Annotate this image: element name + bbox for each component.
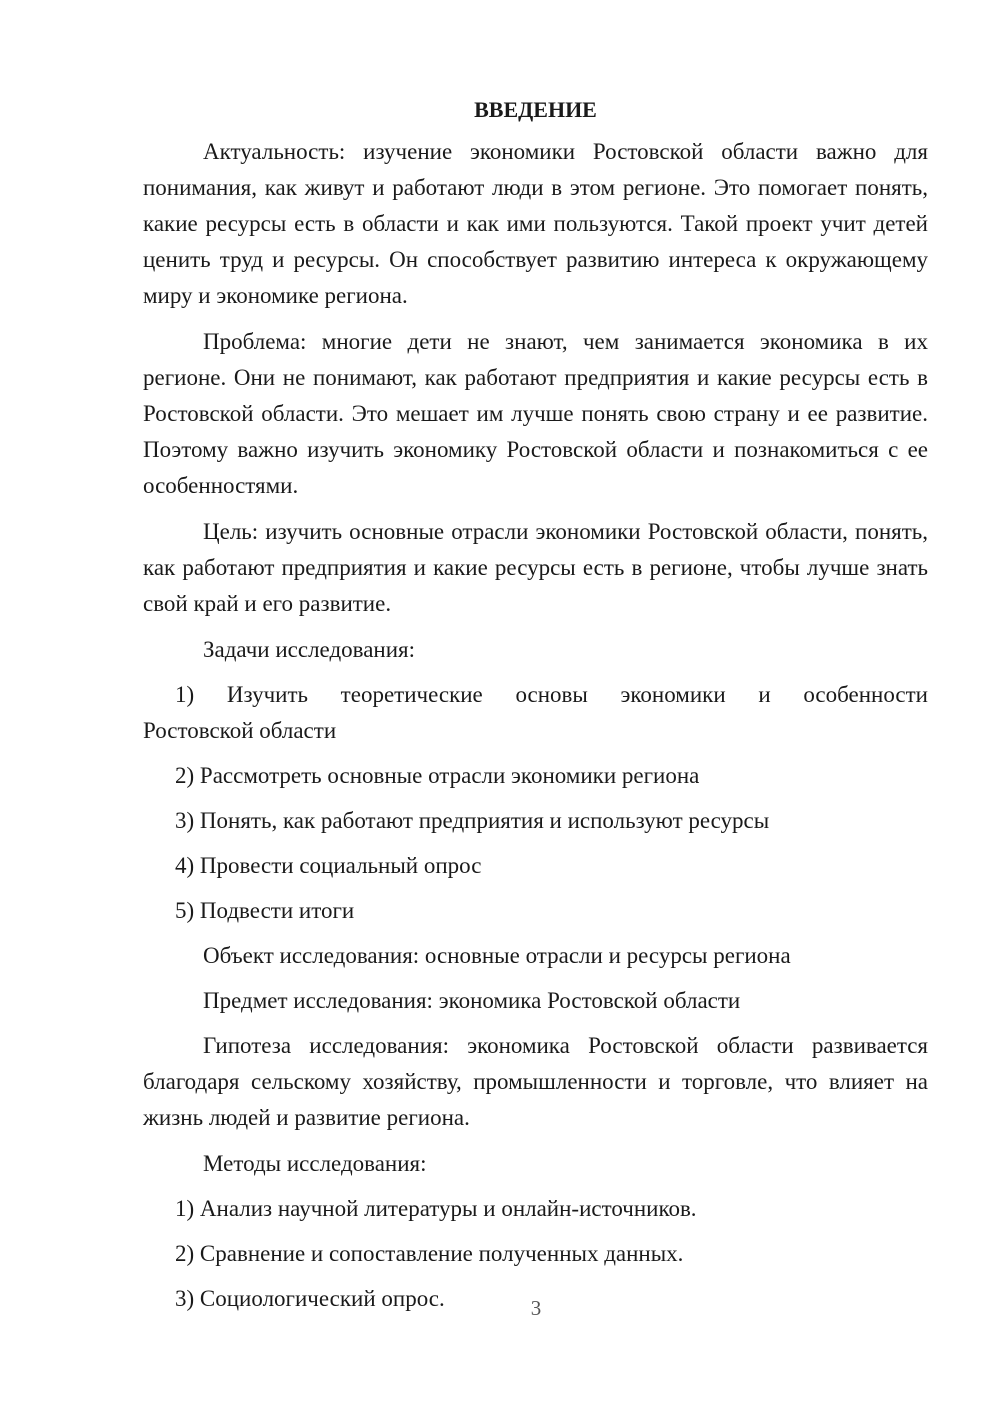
task-item bbox=[143, 677, 928, 749]
hypothesis-paragraph: Гипотеза исследования: экономика Ростовской области развивается благодаря сельскому хозяйству, промышленности и торговле, что влияет на жизнь людей и развитие региона. bbox=[143, 1033, 928, 1130]
methods-heading: Методы исследования: bbox=[203, 1151, 427, 1176]
object-line: Объект исследования: основные отрасли и ресурсы региона bbox=[203, 943, 791, 968]
section-heading: ВВЕДЕНИЕ bbox=[474, 97, 597, 122]
page-number: 3 bbox=[530, 1296, 542, 1320]
tasks-heading: Задачи исследования: bbox=[203, 637, 416, 662]
task-item: 5) Подвести итоги bbox=[175, 898, 355, 923]
method-item: 2) Сравнение и сопоставление полученных данных. bbox=[175, 1241, 684, 1266]
document-page bbox=[143, 92, 928, 1326]
goal-paragraph: Цель: изучить основные отрасли экономики Ростовской области, понять, как работают предприятия и какие ресурсы есть в регионе, чтобы лучше знать свой край и его развитие. bbox=[143, 519, 928, 616]
task-item: 4) Провести социальный опрос bbox=[175, 853, 482, 878]
problem-paragraph: Проблема: многие дети не знают, чем занимается экономика в их регионе. Они не понимают, как работают предприятия и какие ресурсы есть в Ростовской области. Это мешает им лучше понять свою страну и ее развитие. Поэтому важно изучить экономику Ростовской области и познакомиться с ее особенностями. bbox=[143, 329, 928, 498]
subject-line: Предмет исследования: экономика Ростовской области bbox=[203, 988, 741, 1013]
method-item: 1) Анализ научной литературы и онлайн-источников. bbox=[175, 1196, 697, 1221]
relevance-paragraph: Актуальность: изучение экономики Ростовской области важно для понимания, как живут и работают люди в этом регионе. Это помогает понять, какие ресурсы есть в области и как ими пользуются. Такой проект учит детей ценить труд и ресурсы. Он способствует развитию интереса к окружающему миру и экономике региона. bbox=[143, 139, 928, 308]
task-item-continuation: Ростовской области bbox=[143, 718, 337, 743]
method-item: 3) Социологический опрос. bbox=[175, 1286, 445, 1311]
task-item-first-line: 1) Изучить теоретические основы экономики и особенности bbox=[175, 682, 928, 707]
task-item: 3) Понять, как работают предприятия и используют ресурсы bbox=[175, 808, 770, 833]
task-item: 2) Рассмотреть основные отрасли экономики региона bbox=[175, 763, 700, 788]
